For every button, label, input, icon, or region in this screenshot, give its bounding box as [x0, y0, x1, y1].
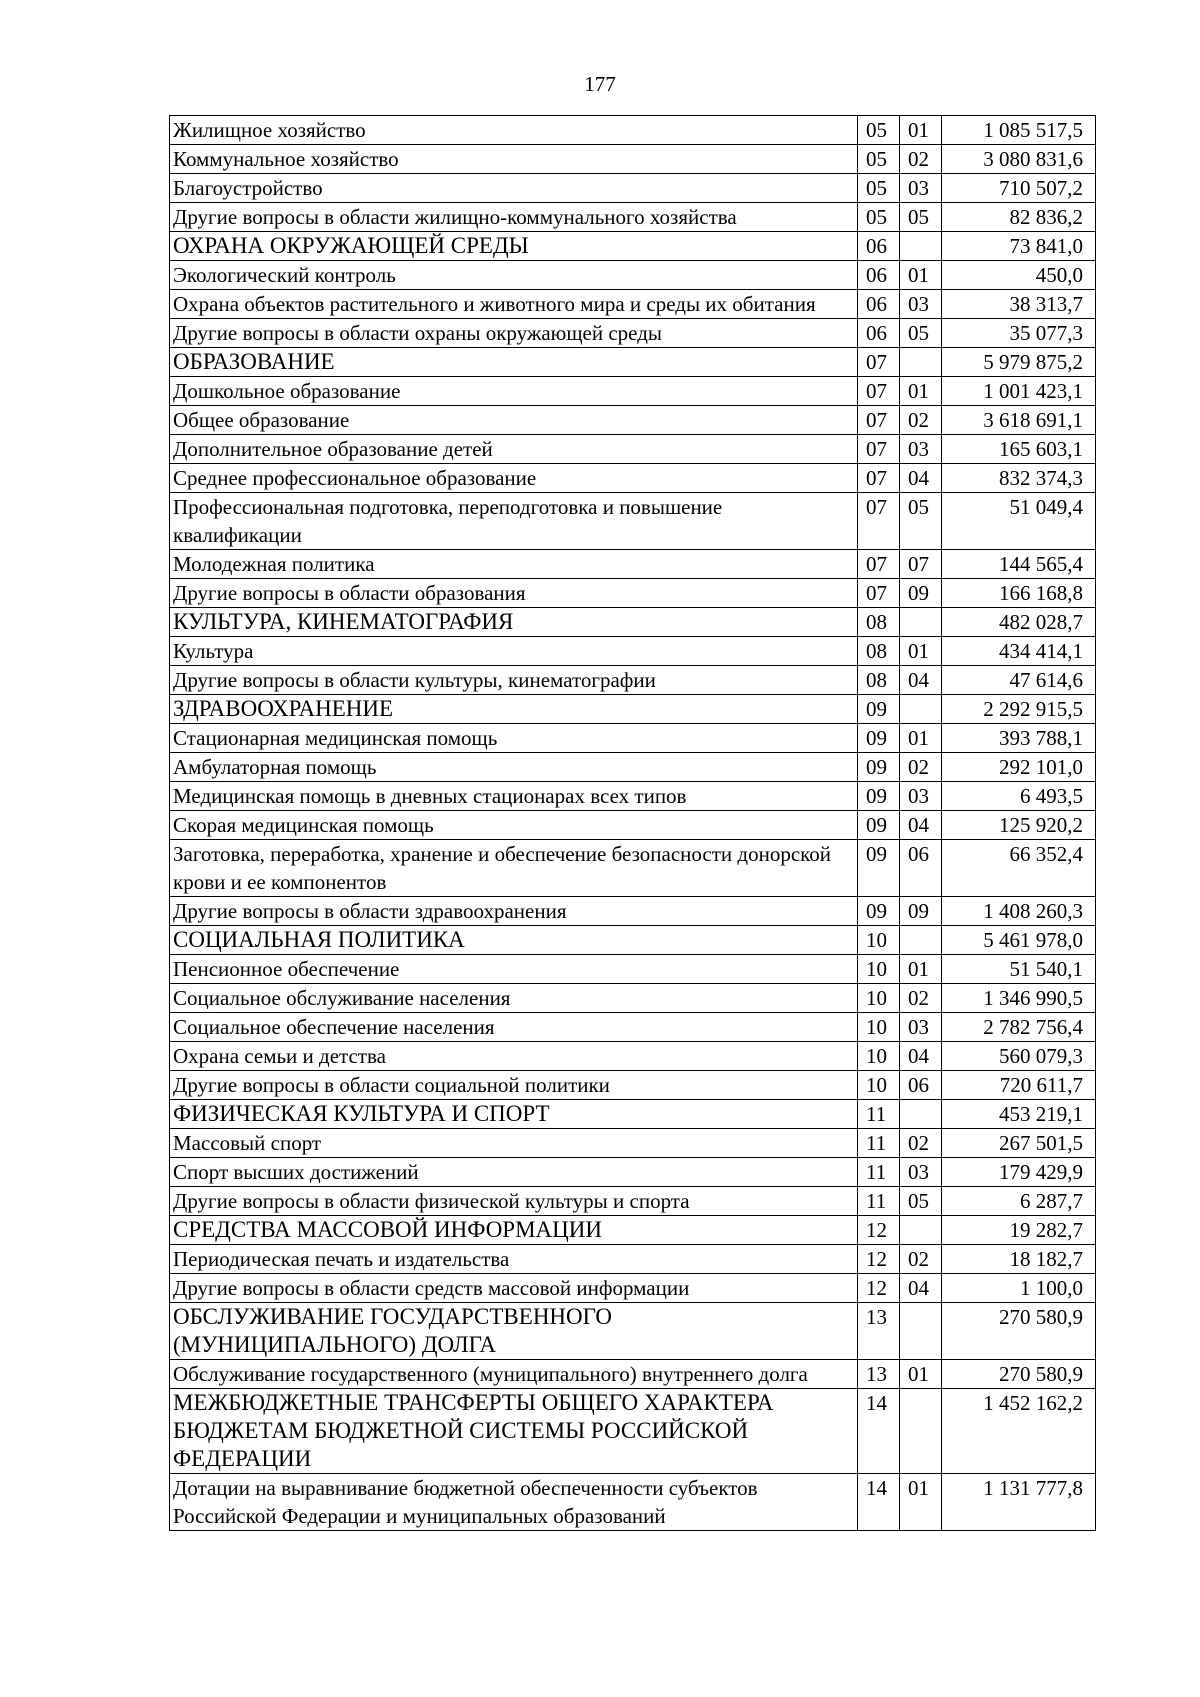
row-subsection-code-cell: 05	[900, 493, 942, 550]
row-amount-cell: 6 287,7	[942, 1187, 1096, 1216]
row-subsection-code-cell	[900, 1303, 942, 1360]
row-amount-cell: 1 346 990,5	[942, 984, 1096, 1013]
table-row	[170, 406, 1096, 435]
table-section-row	[170, 926, 1096, 955]
row-subsection-code-cell: 01	[900, 637, 942, 666]
table-row	[170, 174, 1096, 203]
table-row	[170, 1158, 1096, 1187]
row-amount-cell: 73 841,0	[942, 232, 1096, 261]
row-subsection-code-cell: 03	[900, 1013, 942, 1042]
row-name-cell: Пенсионное обеспечение	[170, 955, 858, 984]
row-name-cell: Другие вопросы в области социальной политики	[170, 1071, 858, 1100]
row-name-cell: Социальное обслуживание населения	[170, 984, 858, 1013]
row-amount-cell: 2 292 915,5	[942, 695, 1096, 724]
row-name-cell: Другие вопросы в области охраны окружающей среды	[170, 319, 858, 348]
table-row	[170, 145, 1096, 174]
row-name-cell: Другие вопросы в области культуры, кинематографии	[170, 666, 858, 695]
row-name-cell: Спорт высших достижений	[170, 1158, 858, 1187]
row-name-cell: Периодическая печать и издательства	[170, 1245, 858, 1274]
row-subsection-code-cell: 04	[900, 666, 942, 695]
row-name-cell: Скорая медицинская помощь	[170, 811, 858, 840]
table-row	[170, 724, 1096, 753]
row-section-code-cell: 07	[858, 348, 900, 377]
row-name-cell: Другие вопросы в области жилищно-коммунального хозяйства	[170, 203, 858, 232]
table-section-row	[170, 232, 1096, 261]
row-subsection-code-cell: 03	[900, 1158, 942, 1187]
row-section-code-cell: 08	[858, 637, 900, 666]
table-row	[170, 203, 1096, 232]
row-name-cell: ОБСЛУЖИВАНИЕ ГОСУДАРСТВЕННОГО (МУНИЦИПАЛЬНОГО) ДОЛГА	[170, 1303, 858, 1360]
row-amount-cell: 47 614,6	[942, 666, 1096, 695]
row-section-code-cell: 13	[858, 1303, 900, 1360]
row-amount-cell: 125 920,2	[942, 811, 1096, 840]
row-section-code-cell: 07	[858, 406, 900, 435]
row-section-code-cell: 13	[858, 1360, 900, 1389]
row-amount-cell: 2 782 756,4	[942, 1013, 1096, 1042]
table-row	[170, 290, 1096, 319]
row-subsection-code-cell: 05	[900, 1187, 942, 1216]
table-row	[170, 753, 1096, 782]
row-amount-cell: 267 501,5	[942, 1129, 1096, 1158]
row-name-cell: ОХРАНА ОКРУЖАЮЩЕЙ СРЕДЫ	[170, 232, 858, 261]
table-section-row	[170, 608, 1096, 637]
row-amount-cell: 450,0	[942, 261, 1096, 290]
row-section-code-cell: 09	[858, 724, 900, 753]
row-subsection-code-cell: 02	[900, 1245, 942, 1274]
row-section-code-cell: 07	[858, 377, 900, 406]
row-subsection-code-cell: 05	[900, 319, 942, 348]
table-row	[170, 782, 1096, 811]
row-section-code-cell: 12	[858, 1245, 900, 1274]
row-name-cell: Заготовка, переработка, хранение и обеспечение безопасности донорской крови и ее компонентов	[170, 840, 858, 897]
row-amount-cell: 165 603,1	[942, 435, 1096, 464]
row-name-cell: Другие вопросы в области средств массовой информации	[170, 1274, 858, 1303]
table-row	[170, 319, 1096, 348]
table-row	[170, 1187, 1096, 1216]
table-row	[170, 1245, 1096, 1274]
row-subsection-code-cell	[900, 1216, 942, 1245]
row-name-cell: Массовый спорт	[170, 1129, 858, 1158]
table-row	[170, 1129, 1096, 1158]
row-amount-cell: 35 077,3	[942, 319, 1096, 348]
row-section-code-cell: 08	[858, 666, 900, 695]
row-subsection-code-cell: 03	[900, 174, 942, 203]
row-name-cell: Другие вопросы в области здравоохранения	[170, 897, 858, 926]
row-subsection-code-cell: 07	[900, 550, 942, 579]
table-row	[170, 435, 1096, 464]
table-row	[170, 116, 1096, 145]
budget-table	[169, 115, 1096, 1531]
row-subsection-code-cell: 01	[900, 261, 942, 290]
row-amount-cell: 18 182,7	[942, 1245, 1096, 1274]
row-amount-cell: 1 001 423,1	[942, 377, 1096, 406]
row-amount-cell: 710 507,2	[942, 174, 1096, 203]
row-amount-cell: 1 100,0	[942, 1274, 1096, 1303]
table-row	[170, 261, 1096, 290]
row-section-code-cell: 11	[858, 1100, 900, 1129]
row-section-code-cell: 11	[858, 1187, 900, 1216]
row-subsection-code-cell: 01	[900, 955, 942, 984]
row-section-code-cell: 12	[858, 1216, 900, 1245]
row-subsection-code-cell: 06	[900, 1071, 942, 1100]
row-subsection-code-cell: 02	[900, 753, 942, 782]
row-name-cell: Дотации на выравнивание бюджетной обеспеченности субъектов Российской Федерации и муниципальных образований	[170, 1474, 858, 1531]
row-amount-cell: 832 374,3	[942, 464, 1096, 493]
table-row	[170, 464, 1096, 493]
table-section-row	[170, 348, 1096, 377]
row-amount-cell: 5 979 875,2	[942, 348, 1096, 377]
table-section-row	[170, 1100, 1096, 1129]
row-amount-cell: 82 836,2	[942, 203, 1096, 232]
table-row	[170, 955, 1096, 984]
table-row	[170, 811, 1096, 840]
row-section-code-cell: 09	[858, 840, 900, 897]
table-row	[170, 493, 1096, 550]
table-row	[170, 1042, 1096, 1071]
row-section-code-cell: 10	[858, 1042, 900, 1071]
row-section-code-cell: 10	[858, 926, 900, 955]
row-name-cell: Другие вопросы в области образования	[170, 579, 858, 608]
row-subsection-code-cell: 04	[900, 811, 942, 840]
row-section-code-cell: 05	[858, 203, 900, 232]
row-section-code-cell: 14	[858, 1474, 900, 1531]
row-section-code-cell: 08	[858, 608, 900, 637]
row-subsection-code-cell	[900, 348, 942, 377]
table-row	[170, 579, 1096, 608]
row-section-code-cell: 11	[858, 1158, 900, 1187]
row-subsection-code-cell: 05	[900, 203, 942, 232]
row-amount-cell: 453 219,1	[942, 1100, 1096, 1129]
table-row	[170, 637, 1096, 666]
row-subsection-code-cell	[900, 1389, 942, 1474]
row-section-code-cell: 09	[858, 811, 900, 840]
row-subsection-code-cell: 01	[900, 1474, 942, 1531]
row-name-cell: ЗДРАВООХРАНЕНИЕ	[170, 695, 858, 724]
row-name-cell: Культура	[170, 637, 858, 666]
table-row	[170, 550, 1096, 579]
row-amount-cell: 144 565,4	[942, 550, 1096, 579]
row-amount-cell: 270 580,9	[942, 1360, 1096, 1389]
table-row	[170, 1474, 1096, 1531]
row-amount-cell: 38 313,7	[942, 290, 1096, 319]
row-name-cell: Амбулаторная помощь	[170, 753, 858, 782]
row-subsection-code-cell: 03	[900, 435, 942, 464]
row-name-cell: СОЦИАЛЬНАЯ ПОЛИТИКА	[170, 926, 858, 955]
row-name-cell: Благоустройство	[170, 174, 858, 203]
row-subsection-code-cell: 04	[900, 1274, 942, 1303]
row-amount-cell: 3 618 691,1	[942, 406, 1096, 435]
table-section-row	[170, 1303, 1096, 1360]
row-section-code-cell: 11	[858, 1129, 900, 1158]
row-amount-cell: 51 540,1	[942, 955, 1096, 984]
row-name-cell: КУЛЬТУРА, КИНЕМАТОГРАФИЯ	[170, 608, 858, 637]
row-name-cell: ФИЗИЧЕСКАЯ КУЛЬТУРА И СПОРТ	[170, 1100, 858, 1129]
row-amount-cell: 1 408 260,3	[942, 897, 1096, 926]
row-section-code-cell: 10	[858, 984, 900, 1013]
table-section-row	[170, 1216, 1096, 1245]
row-section-code-cell: 12	[858, 1274, 900, 1303]
row-subsection-code-cell: 02	[900, 145, 942, 174]
table-row	[170, 666, 1096, 695]
row-subsection-code-cell	[900, 1100, 942, 1129]
row-name-cell: СРЕДСТВА МАССОВОЙ ИНФОРМАЦИИ	[170, 1216, 858, 1245]
row-subsection-code-cell: 01	[900, 116, 942, 145]
row-name-cell: Коммунальное хозяйство	[170, 145, 858, 174]
table-row	[170, 377, 1096, 406]
row-section-code-cell: 14	[858, 1389, 900, 1474]
row-amount-cell: 6 493,5	[942, 782, 1096, 811]
row-amount-cell: 1 131 777,8	[942, 1474, 1096, 1531]
row-section-code-cell: 07	[858, 464, 900, 493]
table-row	[170, 1274, 1096, 1303]
row-name-cell: МЕЖБЮДЖЕТНЫЕ ТРАНСФЕРТЫ ОБЩЕГО ХАРАКТЕРА БЮДЖЕТАМ БЮДЖЕТНОЙ СИСТЕМЫ РОССИЙСКОЙ ФЕДЕРАЦИИ	[170, 1389, 858, 1474]
row-amount-cell: 292 101,0	[942, 753, 1096, 782]
row-name-cell: Экологический контроль	[170, 261, 858, 290]
row-amount-cell: 560 079,3	[942, 1042, 1096, 1071]
row-subsection-code-cell: 02	[900, 984, 942, 1013]
row-name-cell: ОБРАЗОВАНИЕ	[170, 348, 858, 377]
row-amount-cell: 720 611,7	[942, 1071, 1096, 1100]
row-amount-cell: 5 461 978,0	[942, 926, 1096, 955]
row-subsection-code-cell: 01	[900, 724, 942, 753]
row-name-cell: Охрана объектов растительного и животного мира и среды их обитания	[170, 290, 858, 319]
row-subsection-code-cell: 06	[900, 840, 942, 897]
row-subsection-code-cell	[900, 926, 942, 955]
table-row	[170, 1360, 1096, 1389]
row-name-cell: Жилищное хозяйство	[170, 116, 858, 145]
row-subsection-code-cell: 03	[900, 782, 942, 811]
row-section-code-cell: 07	[858, 579, 900, 608]
row-section-code-cell: 10	[858, 1071, 900, 1100]
row-subsection-code-cell: 02	[900, 1129, 942, 1158]
row-subsection-code-cell: 04	[900, 464, 942, 493]
row-section-code-cell: 06	[858, 261, 900, 290]
row-section-code-cell: 09	[858, 897, 900, 926]
row-section-code-cell: 05	[858, 174, 900, 203]
table-row	[170, 897, 1096, 926]
row-amount-cell: 482 028,7	[942, 608, 1096, 637]
row-section-code-cell: 05	[858, 116, 900, 145]
table-row	[170, 840, 1096, 897]
row-subsection-code-cell: 03	[900, 290, 942, 319]
row-subsection-code-cell: 01	[900, 1360, 942, 1389]
row-subsection-code-cell: 09	[900, 579, 942, 608]
row-section-code-cell: 09	[858, 753, 900, 782]
row-name-cell: Другие вопросы в области физической культуры и спорта	[170, 1187, 858, 1216]
row-section-code-cell: 06	[858, 232, 900, 261]
row-name-cell: Медицинская помощь в дневных стационарах всех типов	[170, 782, 858, 811]
row-name-cell: Охрана семьи и детства	[170, 1042, 858, 1071]
table-row	[170, 1071, 1096, 1100]
row-amount-cell: 166 168,8	[942, 579, 1096, 608]
row-amount-cell: 51 049,4	[942, 493, 1096, 550]
table-row	[170, 984, 1096, 1013]
row-amount-cell: 19 282,7	[942, 1216, 1096, 1245]
table-row	[170, 1013, 1096, 1042]
row-amount-cell: 179 429,9	[942, 1158, 1096, 1187]
row-name-cell: Среднее профессиональное образование	[170, 464, 858, 493]
row-name-cell: Общее образование	[170, 406, 858, 435]
row-name-cell: Социальное обеспечение населения	[170, 1013, 858, 1042]
table-section-row	[170, 695, 1096, 724]
row-section-code-cell: 10	[858, 1013, 900, 1042]
row-subsection-code-cell: 01	[900, 377, 942, 406]
row-amount-cell: 393 788,1	[942, 724, 1096, 753]
row-subsection-code-cell: 02	[900, 406, 942, 435]
row-amount-cell: 1 085 517,5	[942, 116, 1096, 145]
row-section-code-cell: 07	[858, 435, 900, 464]
row-section-code-cell: 06	[858, 319, 900, 348]
row-name-cell: Дошкольное образование	[170, 377, 858, 406]
row-name-cell: Молодежная политика	[170, 550, 858, 579]
budget-table-body	[170, 116, 1096, 1531]
row-section-code-cell: 06	[858, 290, 900, 319]
row-amount-cell: 1 452 162,2	[942, 1389, 1096, 1474]
row-subsection-code-cell: 09	[900, 897, 942, 926]
row-amount-cell: 270 580,9	[942, 1303, 1096, 1360]
row-section-code-cell: 09	[858, 695, 900, 724]
row-name-cell: Дополнительное образование детей	[170, 435, 858, 464]
row-section-code-cell: 07	[858, 493, 900, 550]
row-name-cell: Обслуживание государственного (муниципального) внутреннего долга	[170, 1360, 858, 1389]
row-section-code-cell: 07	[858, 550, 900, 579]
row-section-code-cell: 10	[858, 955, 900, 984]
row-section-code-cell: 09	[858, 782, 900, 811]
row-subsection-code-cell: 04	[900, 1042, 942, 1071]
page-number: 177	[584, 72, 616, 96]
row-amount-cell: 66 352,4	[942, 840, 1096, 897]
row-amount-cell: 434 414,1	[942, 637, 1096, 666]
row-name-cell: Профессиональная подготовка, переподготовка и повышение квалификации	[170, 493, 858, 550]
row-subsection-code-cell	[900, 695, 942, 724]
row-subsection-code-cell	[900, 232, 942, 261]
row-amount-cell: 3 080 831,6	[942, 145, 1096, 174]
row-subsection-code-cell	[900, 608, 942, 637]
row-section-code-cell: 05	[858, 145, 900, 174]
table-section-row	[170, 1389, 1096, 1474]
row-name-cell: Стационарная медицинская помощь	[170, 724, 858, 753]
